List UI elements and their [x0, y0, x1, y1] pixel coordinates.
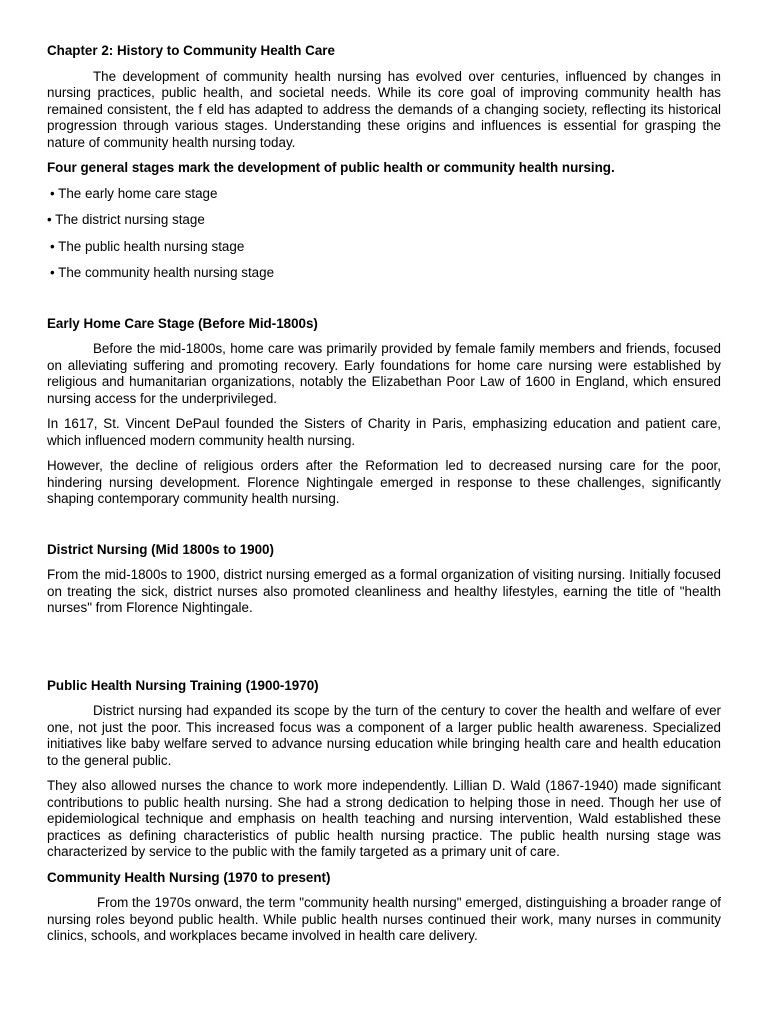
list-item: • The public health nursing stage	[50, 238, 245, 254]
intro-paragraph: The development of community health nursing has evolved over centuries, influenced by changes in nursing practices, public health, and societal needs. While its core goal of improving community health has remained consistent, the f eld has adapted to address the demands of a changing society, reflecting its historical progression through various stages. Understanding these origins and influences is essential for grasping the nature of community health nursing today.	[47, 68, 721, 150]
early-home-care-paragraph-2: In 1617, St. Vincent DePaul founded the Sisters of Charity in Paris, emphasizing education and patient care, which influenced modern community health nursing.	[47, 416, 721, 448]
community-health-paragraph-1: From the 1970s onward, the term "community health nursing" emerged, distinguishing a broader range of nursing roles beyond public health. While public health nurses continued their work, many nurses in community clinics, schools, and workplaces became involved in health care delivery.	[47, 895, 721, 943]
chapter-title: Chapter 2: History to Community Health Care	[47, 43, 335, 58]
early-home-care-paragraph-1: Before the mid-1800s, home care was primarily provided by female family members and friends, focused on alleviating suffering and promoting recovery. Early foundations for home care nursing were established by religious and humanitarian organizations, notably the Elizabethan Poor Law of 1600 in England, which ensured nursing access for the underprivileged.	[47, 341, 721, 406]
list-item: • The community health nursing stage	[50, 265, 275, 280]
stages-list	[47, 186, 721, 282]
early-home-care-paragraph-3: However, the decline of religious orders after the Reformation led to decreased nursing care for the poor, hindering nursing development. Florence Nightingale emerged in response to these challenges, significantly shaping contemporary community health nursing.	[47, 458, 721, 506]
section-spacer	[47, 291, 721, 316]
stages-heading: Four general stages mark the development of public health or community health nursing.	[47, 160, 615, 175]
public-health-heading: Public Health Nursing Training (1900-1970)	[47, 677, 319, 693]
district-nursing-paragraph-1: From the mid-1800s to 1900, district nursing emerged as a formal organization of visiting nursing. Initially focused on treating the sick, district nurses also promoted cleanliness and healthy lifestyles, earning the title of "health nurses" from Florence Nightingale.	[47, 567, 721, 615]
community-health-heading: Community Health Nursing (1970 to present)	[47, 869, 331, 885]
public-health-paragraph-1: District nursing had expanded its scope by the turn of the century to cover the health and welfare of ever one, not just the poor. This increased focus was a component of a larger public health awareness. Specialized initiatives like baby welfare served to advance nursing education while bringing health care and health education to the general public.	[47, 703, 721, 768]
list-item: • The early home care stage	[50, 185, 218, 201]
district-nursing-heading: District Nursing (Mid 1800s to 1900)	[47, 541, 274, 557]
section-spacer	[47, 517, 721, 542]
document-body	[47, 43, 721, 945]
list-item: • The district nursing stage	[47, 212, 205, 227]
section-spacer	[47, 626, 721, 678]
public-health-paragraph-2: They also allowed nurses the chance to work more independently. Lillian D. Wald (1867-1940) made significant contributions to public health nursing. She had a strong dedication to helping those in need. Though her use of epidemiological technique and emphasis on health teaching and nursing intervention, Wald established these practices as defining characteristics of public health nursing practice. The public health nursing stage was characterized by service to the public with the family targeted as a primary unit of care.	[47, 778, 721, 859]
early-home-care-heading: Early Home Care Stage (Before Mid-1800s)	[47, 315, 318, 331]
